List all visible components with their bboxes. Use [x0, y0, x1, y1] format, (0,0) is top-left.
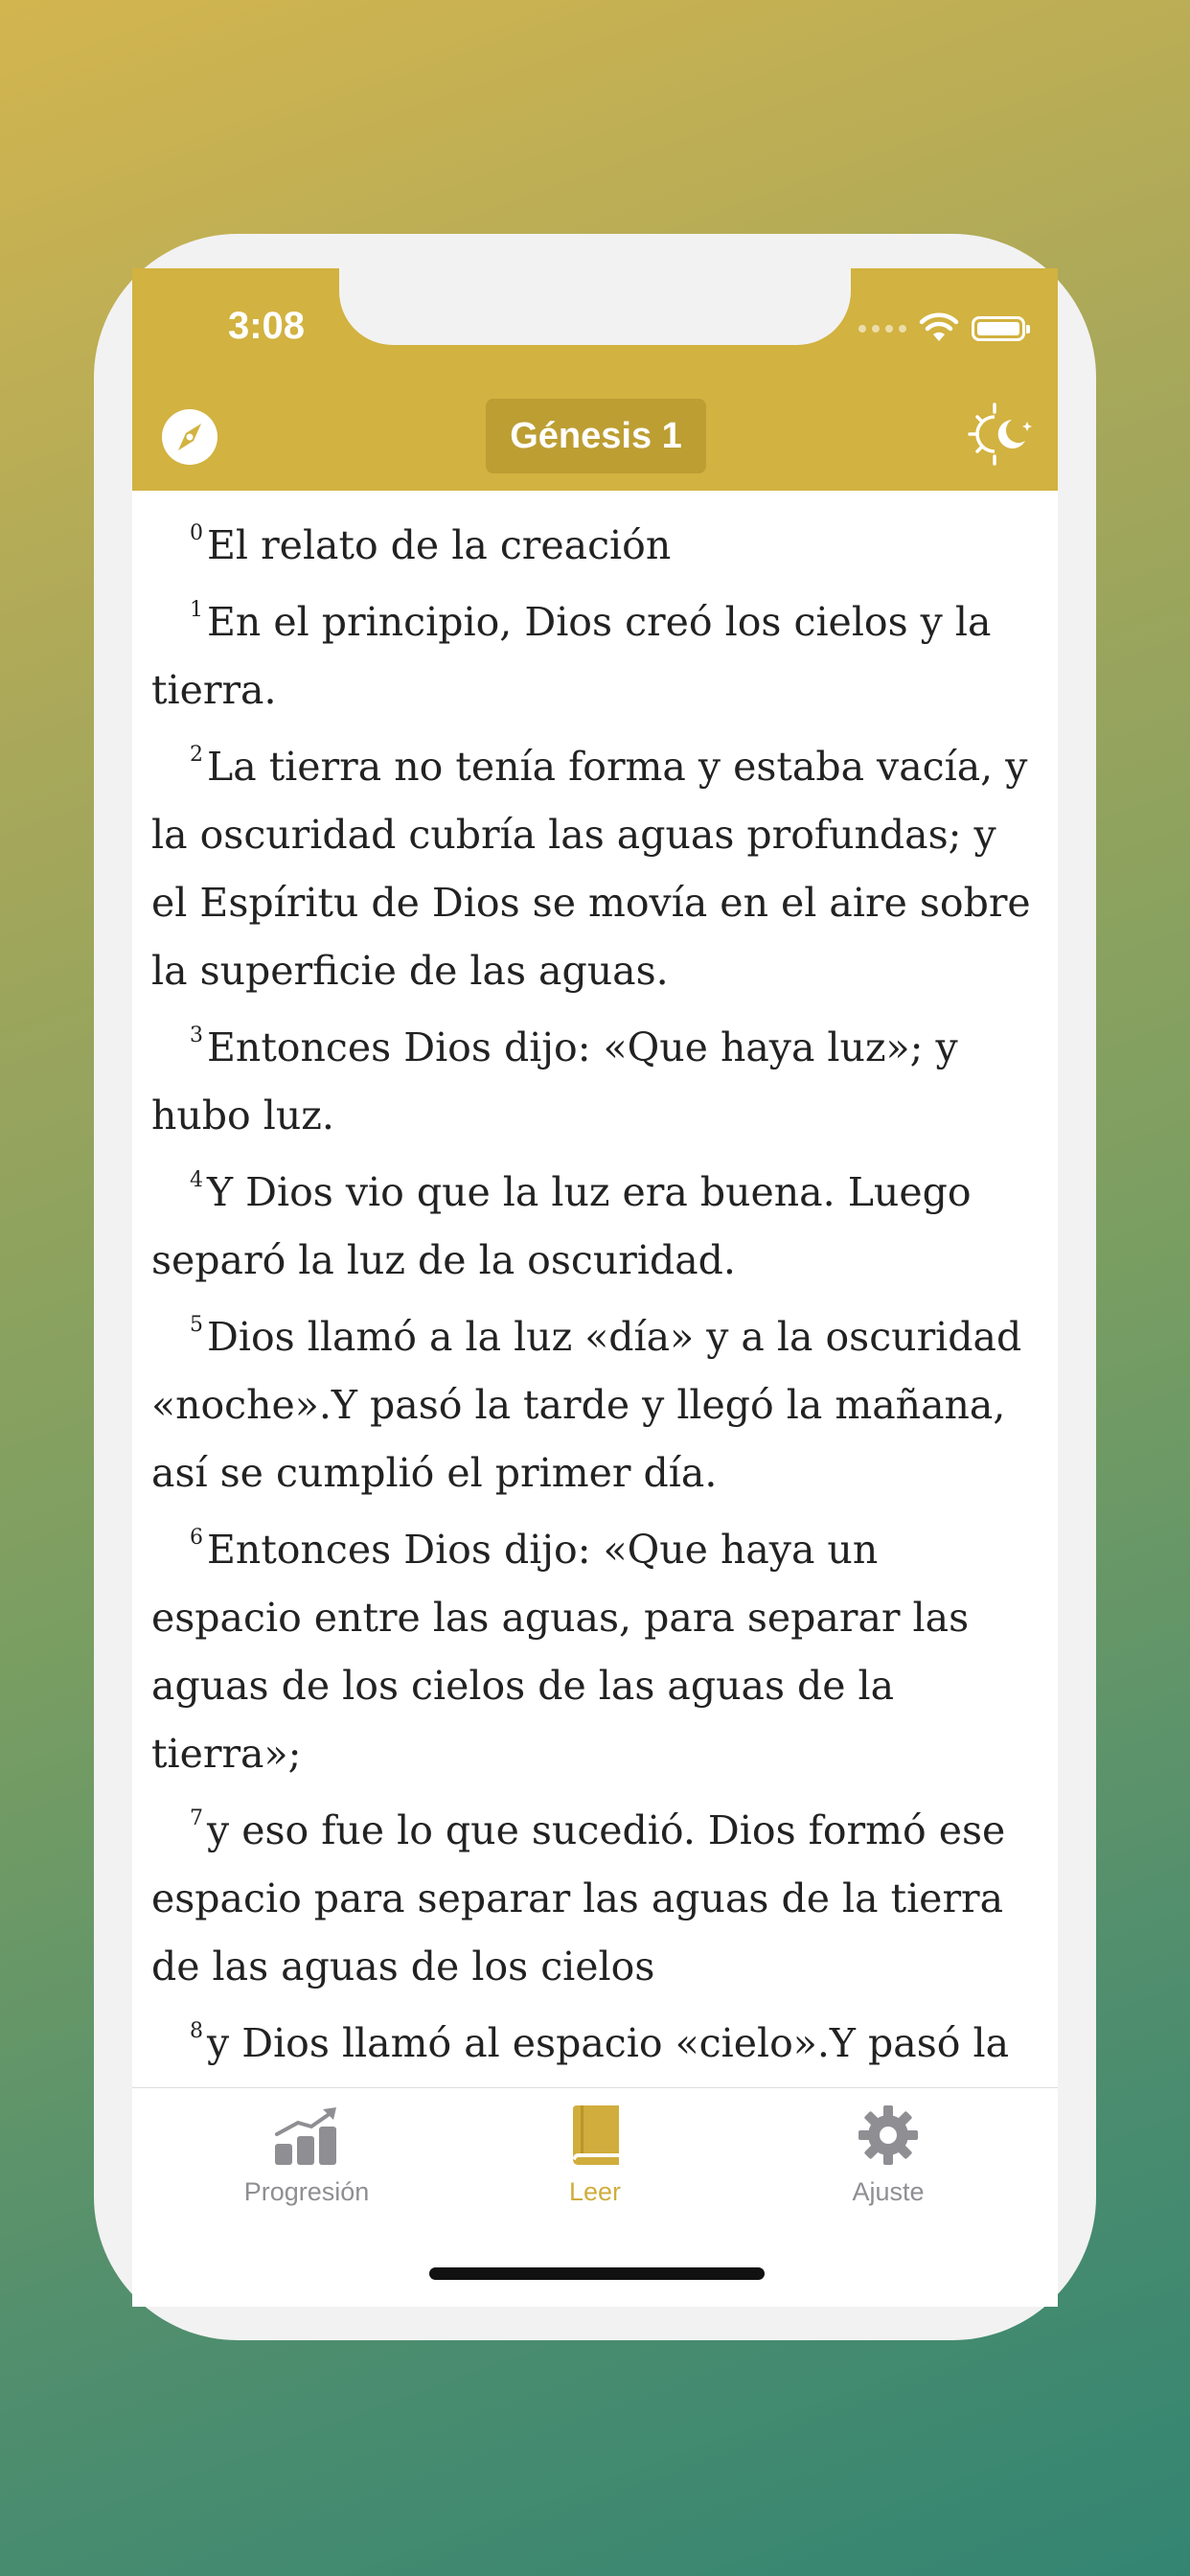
verse-number: 2: [190, 743, 203, 767]
chart-bars-icon: [273, 2105, 340, 2165]
verse-number: 8: [190, 2019, 203, 2043]
battery-icon: [972, 316, 1025, 341]
status-time: 3:08: [227, 305, 306, 347]
cellular-signal-icon: [858, 325, 906, 333]
tab-label: Leer: [568, 2177, 622, 2206]
status-icons: [858, 314, 1025, 343]
tab-ajuste[interactable]: [773, 2105, 1003, 2207]
verse-number: 0: [190, 521, 203, 545]
verse-text: La tierra no tenía forma y estaba vacía, y la oscuridad cubría las aguas profundas; y el Espíritu de Dios se movía en el aire sobre la superficie de las aguas.: [151, 744, 1031, 994]
chapter-selector-button[interactable]: Génesis 1: [486, 399, 706, 473]
top-bar: [132, 268, 1058, 491]
verse-text: Entonces Dios dijo: «Que haya luz»; y hubo luz.: [151, 1024, 958, 1138]
verse-text: Entonces Dios dijo: «Que haya un espacio entre las aguas, para separar las aguas de los cielos de las aguas de la tierra»;: [151, 1527, 970, 1777]
verse: [151, 733, 1037, 1005]
tab-label: Progresión: [243, 2177, 370, 2206]
tab-label: Ajuste: [852, 2177, 925, 2206]
verse: [151, 1516, 1037, 1788]
verse-text: y Dios llamó al espacio «cielo».Y pasó la: [207, 2020, 1010, 2066]
home-indicator[interactable]: [429, 2267, 765, 2280]
verse-text: Y Dios vio que la luz era buena. Luego separó la luz de la oscuridad.: [151, 1169, 972, 1283]
verse: [151, 1014, 1037, 1150]
verse-text: En el principio, Dios creó los cielos y la tierra.: [151, 599, 992, 713]
phone-frame: [94, 234, 1096, 2340]
verse-number: 1: [190, 598, 203, 622]
device-notch: [339, 266, 851, 345]
verse: [151, 1303, 1037, 1507]
gear-icon: [858, 2105, 918, 2165]
wifi-icon: [920, 314, 958, 343]
compass-button[interactable]: [161, 408, 218, 466]
verse-number: 7: [190, 1806, 203, 1830]
verse: [151, 512, 1037, 580]
theme-toggle-button[interactable]: [966, 399, 1037, 470]
verse-text: Dios llamó a la luz «día» y a la oscuridad «noche».Y pasó la tarde y llegó la mañana, así se cumplió el primer día.: [151, 1314, 1022, 1496]
verse-text: El relato de la creación: [207, 522, 672, 568]
chapter-text: [132, 491, 1058, 2087]
app-screen: [132, 268, 1058, 2306]
verse-text: y eso fue lo que sucedió. Dios formó ese espacio para separar las aguas de la tierra de las aguas de los cielos: [151, 1807, 1006, 1990]
verse-number: 6: [190, 1526, 203, 1550]
tab-progresion[interactable]: [192, 2105, 422, 2207]
book-icon: [567, 2105, 623, 2165]
verse: [151, 1159, 1037, 1295]
verse: [151, 588, 1037, 724]
tab-leer[interactable]: [480, 2105, 710, 2207]
compass-icon: [161, 408, 218, 466]
verse-number: 5: [190, 1313, 203, 1337]
day-night-icon: [966, 399, 1037, 470]
verse: [151, 1797, 1037, 2001]
verse-number: 4: [190, 1168, 203, 1192]
verse-number: 3: [190, 1024, 203, 1047]
